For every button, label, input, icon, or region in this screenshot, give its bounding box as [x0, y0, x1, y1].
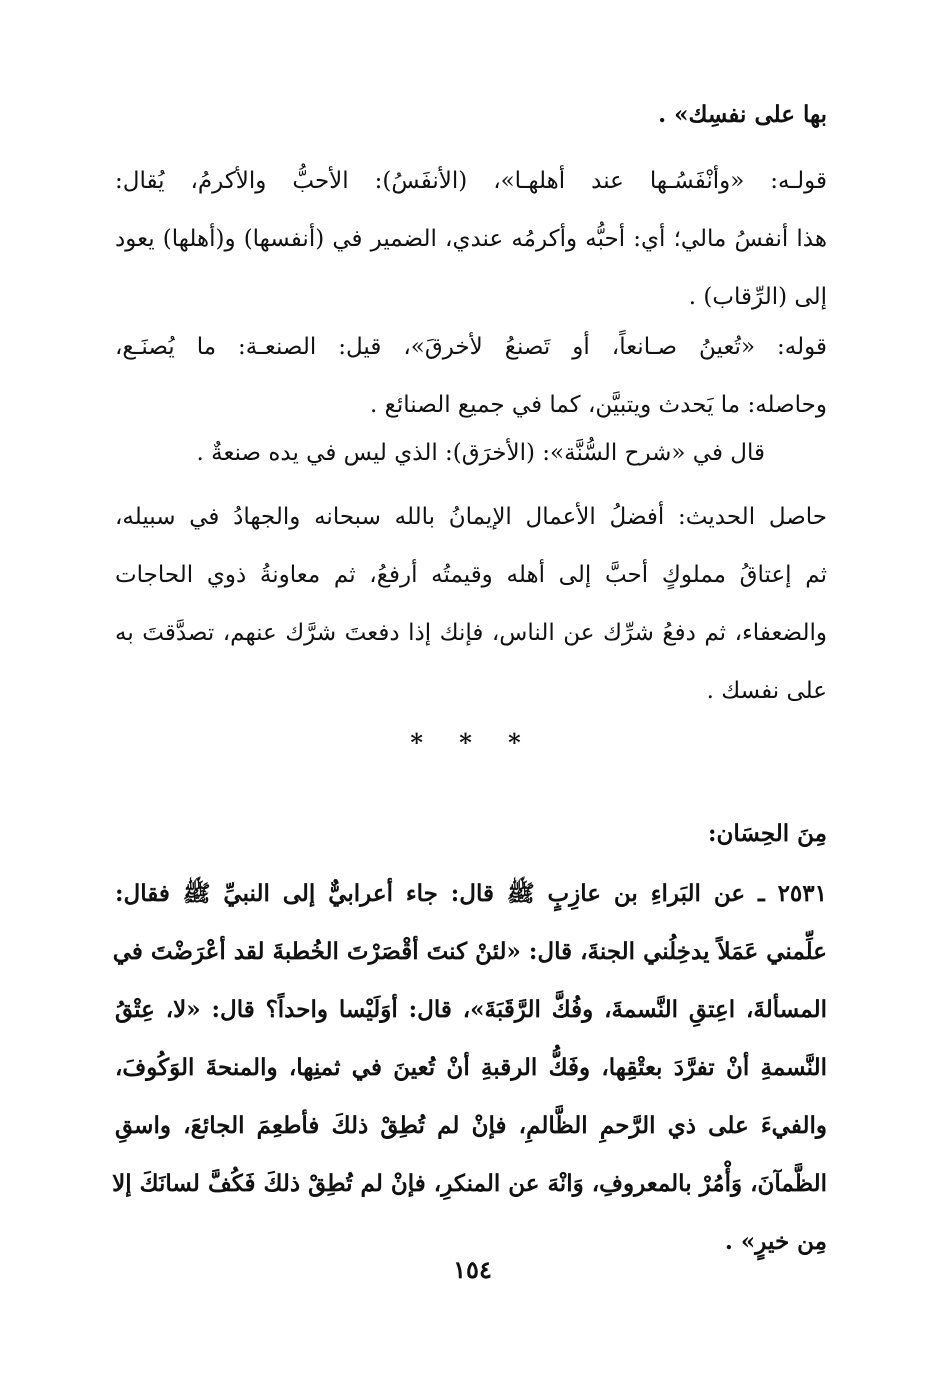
- text-line: والفيءَ على ذي الرَّحمِ الظَّالمِ، فإنْ لم تُطِقْ ذلكَ فأطعِمَ الجائعَ، واسقِ: [115, 1112, 827, 1139]
- hadith-2531: [112, 865, 827, 1271]
- text-line: على نفسك .: [706, 678, 827, 704]
- text-line: ٢٥٣١ ـ عن البَراءِ بن عازِبٍ ﷺ قال: جاء أعرابيٌّ إلى النبيِّ ﷺ فقال:: [115, 880, 827, 907]
- text-line: مِن خيرٍ» .: [724, 1228, 827, 1255]
- paragraph-continuation: [115, 86, 827, 144]
- page-number: ١٥٤: [453, 1255, 492, 1284]
- text-line: وحاصله: ما يَحدث ويتبيَّن، كما في جميع الصنائع .: [370, 392, 827, 418]
- section-separator: * * *: [410, 728, 535, 757]
- paragraph-tuinu-sanian: [115, 318, 827, 434]
- text-line: حاصل الحديث: أفضلُ الأعمال الإيمانُ بالله سبحانه والجهادُ في سبيله،: [115, 504, 827, 530]
- paragraph-sharh-alsunna: [115, 424, 765, 482]
- text-line: قال في «شرح السُّنَّة»: (الأخرَق): الذي ليس في يده صنعةٌ .: [196, 440, 765, 466]
- paragraph-hasil-alhadith: [115, 488, 827, 720]
- text-line: قوله: «تُعينُ صـانعاً، أو تَصنعُ لأخرقَ»، قيل: الصنعـة: ما يُصنَـع،: [115, 334, 827, 360]
- paragraph-anfasuha: [115, 152, 827, 326]
- text-line: مِنَ الحِسَان:: [708, 820, 827, 847]
- section-heading: [115, 805, 827, 863]
- text-line: النَّسمةِ أنْ تفرَّدَ بعتْقِها، وفَكُّ الرقبةِ أنْ تُعينَ في ثمنِها، والمنحةَ الوَكُوفَ،: [115, 1054, 827, 1081]
- text-line: الظَّمآنَ، وَأْمُرْ بالمعروفِ، وَانْهَ عن المنكرِ، فإنْ لم تُطِقْ ذلكَ فَكُفَّ لسانَكَ إلا: [112, 1170, 827, 1197]
- text-line: هذا أنفسُ مالي؛ أي: أحبُّه وأكرمُه عندي، الضمير في (أنفسها) و(أهلها) يعود: [115, 226, 827, 252]
- text-line: علِّمني عَمَلاً يدخِلُني الجنةَ، قال: «لئنْ كنتَ أقْصَرْتَ الخُطبةَ لقد أعْرَضْتَ في: [112, 938, 827, 965]
- text-line: والضعفاء، ثم دفعُ شرِّك عن الناس، فإنك إذا دفعتَ شرَّك عنهم، تصدَّقتَ به: [115, 620, 827, 646]
- text-line: ثم إعتاقُ مملوكٍ أحبَّ إلى أهله وقيمتُه أرفعُ، ثم معاونةُ ذوي الحاجات: [115, 562, 827, 588]
- text-line: بها على نفسِك» .: [658, 101, 827, 128]
- text-line: إلى (الرِّقاب) .: [688, 284, 827, 310]
- text-line: المسألةَ، اعِتقِ النَّسمةَ، وفُكَّ الرَّقَبَةَ»، قال: أوَلَيْسا واحداً؟ قال: «لا، عِتْقُ: [115, 996, 827, 1023]
- text-line: قولـه: «وأنْفَسُـها عند أهلهـا»، (الأنفَسُ): الأحبُّ والأكرمُ، يُقال:: [115, 168, 827, 194]
